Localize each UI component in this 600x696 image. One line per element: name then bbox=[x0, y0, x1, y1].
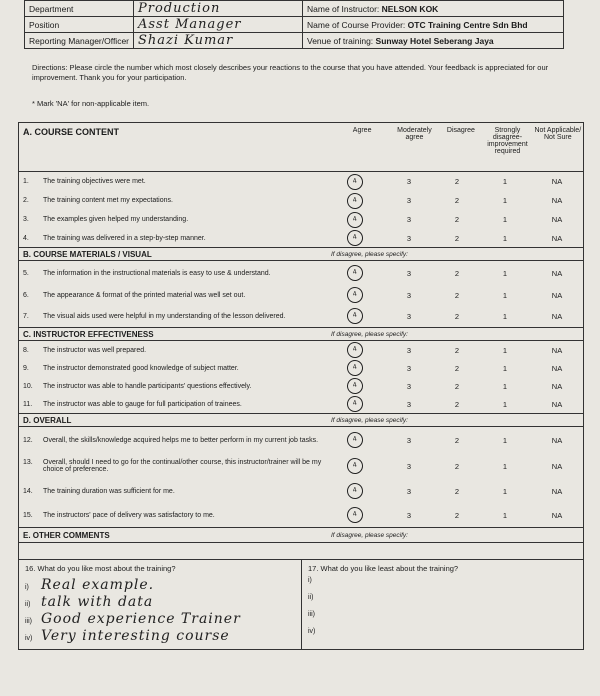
question-number: 15. bbox=[23, 511, 33, 519]
rating-option[interactable]: 2 bbox=[454, 486, 460, 496]
question-most-liked: 16. What do you like most about the training? bbox=[25, 564, 176, 573]
rating-option[interactable]: NA bbox=[551, 215, 563, 224]
specify-note: If disagree, please specify: bbox=[331, 416, 408, 424]
col-agree: Agree bbox=[352, 127, 372, 134]
question-text: The instructor was able to handle participants' questions effectively. bbox=[43, 382, 252, 390]
rating-option[interactable]: NA bbox=[551, 510, 563, 520]
rating-option-circled[interactable]: 4 bbox=[346, 341, 365, 360]
most-liked-box bbox=[19, 560, 301, 649]
rating-option[interactable]: 2 bbox=[454, 399, 460, 409]
question-text: The information in the instructional materials is easy to use & understand. bbox=[43, 269, 271, 277]
rating-option[interactable]: 1 bbox=[502, 215, 508, 224]
department-value: Production bbox=[138, 1, 221, 16]
rating-option[interactable]: NA bbox=[551, 290, 563, 300]
rating-option[interactable]: NA bbox=[551, 196, 563, 205]
instructor-value: NELSON KOK bbox=[381, 3, 439, 14]
rating-option[interactable]: NA bbox=[551, 311, 563, 321]
rating-option[interactable]: 2 bbox=[454, 363, 460, 373]
rating-option[interactable]: 3 bbox=[406, 215, 412, 224]
rating-option[interactable]: NA bbox=[551, 486, 563, 496]
rating-option[interactable]: 2 bbox=[454, 461, 460, 471]
rating-option[interactable]: 3 bbox=[406, 311, 412, 321]
section-c-title: C. INSTRUCTOR EFFECTIVENESS bbox=[23, 329, 154, 339]
rating-option-circled[interactable]: 4 bbox=[346, 229, 365, 248]
comments-area bbox=[19, 559, 583, 649]
rating-option[interactable]: 2 bbox=[454, 290, 460, 300]
rating-option[interactable]: 2 bbox=[454, 311, 460, 321]
question-row bbox=[19, 453, 583, 479]
rating-option[interactable]: 2 bbox=[454, 435, 460, 445]
question-row bbox=[19, 191, 583, 210]
answer-number: iii) bbox=[308, 611, 315, 618]
rating-option[interactable]: NA bbox=[551, 461, 563, 471]
question-text: The training content met my expectations. bbox=[43, 197, 173, 204]
provider-value: OTC Training Centre Sdn Bhd bbox=[407, 19, 528, 30]
question-number: 12. bbox=[23, 436, 33, 444]
answer-number: ii) bbox=[308, 594, 314, 601]
rating-option-circled[interactable]: 4 bbox=[346, 307, 365, 326]
rating-option[interactable]: 1 bbox=[502, 345, 508, 355]
question-number: 1. bbox=[23, 178, 29, 185]
answer-text[interactable]: Real example. bbox=[41, 577, 155, 593]
question-number: 7. bbox=[23, 312, 29, 320]
question-number: 10. bbox=[23, 382, 33, 390]
rating-option[interactable]: 3 bbox=[406, 268, 412, 278]
rating-option[interactable]: 1 bbox=[502, 268, 508, 278]
question-row bbox=[19, 210, 583, 229]
rating-option[interactable]: 2 bbox=[454, 381, 460, 391]
col-disagree: Disagree bbox=[446, 127, 475, 134]
least-liked-box bbox=[301, 560, 583, 649]
section-c-header bbox=[19, 327, 583, 341]
rating-option-circled[interactable]: 4 bbox=[346, 264, 365, 283]
specify-note: If disagree, please specify: bbox=[331, 250, 408, 258]
rating-option[interactable]: 3 bbox=[406, 435, 412, 445]
rating-option[interactable]: 1 bbox=[502, 363, 508, 373]
question-text: The training was delivered in a step-by-step manner. bbox=[43, 234, 206, 242]
rating-option-circled[interactable]: 4 bbox=[346, 286, 365, 305]
answer-number: i) bbox=[25, 584, 29, 591]
position-label: Position bbox=[25, 17, 134, 33]
venue-value: Sunway Hotel Seberang Jaya bbox=[375, 35, 494, 46]
question-text: The training objectives were met. bbox=[43, 178, 146, 185]
question-number: 2. bbox=[23, 197, 29, 204]
rating-option[interactable]: 1 bbox=[502, 196, 508, 205]
rating-option[interactable]: 3 bbox=[406, 510, 412, 520]
question-text: The examples given helped my understanding. bbox=[43, 216, 189, 223]
instructor-label: Name of Instructor: bbox=[307, 3, 380, 14]
reporting-value: Shazi Kumar bbox=[138, 33, 234, 48]
rating-option-circled[interactable]: 4 bbox=[346, 506, 365, 525]
question-row bbox=[19, 479, 583, 503]
rating-option[interactable]: 1 bbox=[502, 435, 508, 445]
question-text: The instructor demonstrated good knowledge of subject matter. bbox=[43, 364, 239, 372]
header-table bbox=[24, 0, 564, 49]
section-b-title: B. COURSE MATERIALS / VISUAL bbox=[23, 249, 152, 259]
department-label: Department bbox=[25, 1, 134, 17]
question-row bbox=[19, 285, 583, 305]
question-row bbox=[19, 341, 583, 359]
question-text: The appearance & format of the printed material was well set out. bbox=[43, 291, 246, 299]
question-row bbox=[19, 305, 583, 327]
question-text: The visual aids used were helpful in my understanding of the lesson delivered. bbox=[43, 312, 286, 320]
question-text: The instructors' pace of delivery was satisfactory to me. bbox=[43, 511, 215, 519]
position-value: Asst Manager bbox=[138, 17, 242, 32]
question-text: The instructor was well prepared. bbox=[43, 346, 147, 354]
rating-option[interactable]: 2 bbox=[454, 177, 460, 186]
col-moderately: Moderately agree bbox=[397, 127, 432, 141]
rating-option[interactable]: 2 bbox=[454, 233, 460, 243]
venue-label: Venue of training: bbox=[307, 35, 374, 46]
rating-option[interactable]: 2 bbox=[454, 345, 460, 355]
question-row bbox=[19, 229, 583, 247]
reporting-label: Reporting Manager/Officer bbox=[25, 33, 134, 49]
rating-option[interactable]: 2 bbox=[454, 196, 460, 205]
question-row bbox=[19, 377, 583, 395]
rating-option[interactable]: 3 bbox=[406, 345, 412, 355]
question-row bbox=[19, 261, 583, 285]
rating-option[interactable]: 2 bbox=[454, 268, 460, 278]
rating-table bbox=[18, 122, 584, 650]
rating-option[interactable]: 3 bbox=[406, 363, 412, 373]
question-row bbox=[19, 172, 583, 191]
answer-number: iii) bbox=[25, 618, 32, 625]
question-number: 14. bbox=[23, 487, 33, 495]
rating-option[interactable]: 3 bbox=[406, 233, 412, 243]
rating-option[interactable]: NA bbox=[551, 268, 563, 278]
rating-option[interactable]: 3 bbox=[406, 290, 412, 300]
rating-option-circled[interactable]: 4 bbox=[346, 431, 365, 450]
question-text: Overall, the skills/knowledge acquired helps me to better perform in my current job tasks. bbox=[43, 436, 319, 444]
rating-option[interactable]: NA bbox=[551, 177, 563, 186]
section-d-title: D. OVERALL bbox=[23, 415, 72, 425]
question-number: 6. bbox=[23, 291, 29, 299]
rating-option[interactable]: 1 bbox=[502, 290, 508, 300]
answer-number: iv) bbox=[25, 635, 33, 642]
rating-option[interactable]: 3 bbox=[406, 486, 412, 496]
rating-option-circled[interactable]: 4 bbox=[346, 482, 365, 501]
question-row bbox=[19, 395, 583, 413]
rating-option[interactable]: 1 bbox=[502, 486, 508, 496]
col-na: Not Applicable/ Not Sure bbox=[534, 127, 582, 141]
provider-label: Name of Course Provider: bbox=[307, 19, 406, 30]
rating-option[interactable]: NA bbox=[551, 435, 563, 445]
rating-option[interactable]: 2 bbox=[454, 215, 460, 224]
answer-number: i) bbox=[308, 577, 312, 584]
question-least-liked: 17. What do you like least about the training? bbox=[308, 564, 459, 573]
rating-option[interactable]: NA bbox=[551, 399, 563, 409]
rating-option[interactable]: 3 bbox=[406, 196, 412, 205]
rating-option-circled[interactable]: 4 bbox=[346, 395, 365, 414]
rating-option[interactable]: NA bbox=[551, 233, 563, 243]
rating-option[interactable]: 1 bbox=[502, 399, 508, 409]
rating-option[interactable]: 3 bbox=[406, 381, 412, 391]
section-a-header bbox=[19, 123, 583, 172]
section-e-header bbox=[19, 527, 583, 543]
question-number: 5. bbox=[23, 269, 29, 277]
question-row bbox=[19, 359, 583, 377]
question-text: Overall, should I need to go for the continual/other course, this instructor/trainer will be my choice of preference. bbox=[43, 459, 322, 473]
section-e-title: E. OTHER COMMENTS bbox=[23, 530, 110, 540]
question-number: 3. bbox=[23, 216, 29, 223]
rating-option[interactable]: 2 bbox=[454, 510, 460, 520]
rating-option[interactable]: NA bbox=[551, 345, 563, 355]
rating-option[interactable]: 3 bbox=[406, 461, 412, 471]
section-d-header bbox=[19, 413, 583, 427]
rating-option[interactable]: 3 bbox=[406, 399, 412, 409]
rating-option-circled[interactable]: 4 bbox=[346, 359, 365, 378]
rating-option[interactable]: NA bbox=[551, 381, 563, 391]
specify-note: If disagree, please specify: bbox=[331, 531, 408, 539]
rating-option-circled[interactable]: 4 bbox=[346, 191, 365, 210]
answer-number: ii) bbox=[25, 601, 31, 608]
question-number: 11. bbox=[23, 400, 33, 408]
rating-option[interactable]: 1 bbox=[502, 381, 508, 391]
question-number: 9. bbox=[23, 364, 29, 372]
question-text: The instructor was able to gauge for full participation of trainees. bbox=[43, 400, 242, 408]
question-row bbox=[19, 427, 583, 453]
rating-option[interactable]: 1 bbox=[502, 177, 508, 186]
rating-option[interactable]: 3 bbox=[406, 177, 412, 186]
question-number: 4. bbox=[23, 234, 29, 242]
rating-option[interactable]: 1 bbox=[502, 311, 508, 321]
question-number: 8. bbox=[23, 346, 29, 354]
answer-text[interactable]: talk with data bbox=[41, 594, 154, 610]
answer-text[interactable]: Very interesting course bbox=[41, 628, 230, 644]
rating-option[interactable]: 1 bbox=[502, 233, 508, 243]
section-a-title: A. COURSE CONTENT bbox=[23, 127, 120, 137]
answer-text[interactable]: Good experience Trainer bbox=[41, 611, 241, 627]
specify-note: If disagree, please specify: bbox=[331, 330, 408, 338]
col-strongly: Strongly disagree- improvement required bbox=[487, 127, 528, 155]
rating-option-circled[interactable]: 4 bbox=[346, 172, 365, 191]
mark-na-note: * Mark 'NA' for non-applicable item. bbox=[32, 99, 150, 108]
rating-option-circled[interactable]: 4 bbox=[346, 210, 365, 229]
rating-option-circled[interactable]: 4 bbox=[346, 377, 365, 396]
rating-option[interactable]: NA bbox=[551, 363, 563, 373]
rating-option[interactable]: 1 bbox=[502, 510, 508, 520]
question-row bbox=[19, 503, 583, 527]
answer-number: iv) bbox=[308, 628, 316, 635]
directions-text: Directions: Please circle the number which most closely describes your reactions to the course that you have attended. Your feedback is appreciated for our improvement. Thank you for your participation. bbox=[32, 63, 549, 82]
question-number: 13. bbox=[23, 459, 33, 466]
question-text: The training duration was sufficient for me. bbox=[43, 487, 175, 495]
rating-option-circled[interactable]: 4 bbox=[346, 457, 365, 476]
rating-option[interactable]: 1 bbox=[502, 461, 508, 471]
section-b-header bbox=[19, 247, 583, 261]
